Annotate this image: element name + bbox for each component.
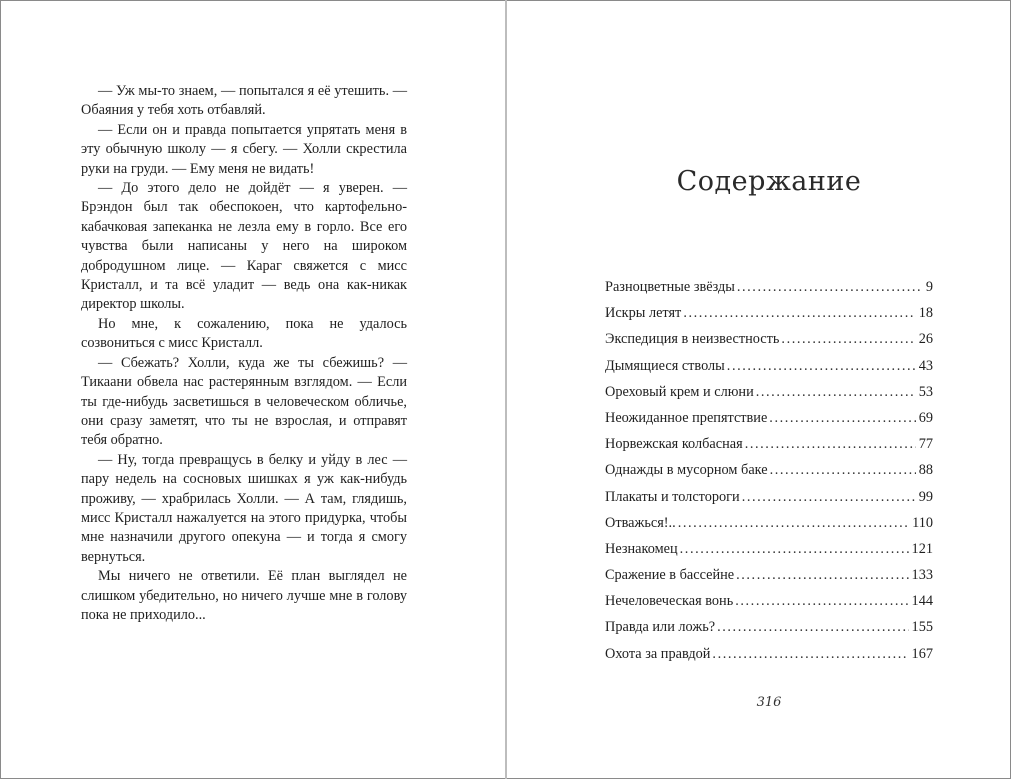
toc-leader-dots <box>770 462 916 479</box>
paragraph: — Если он и правда попытается упрятать меня в эту обычную школу — я сбегу. — Холли скрестила руки на груди. — Ему меня не видать! <box>81 121 407 177</box>
toc-leader-dots <box>737 279 923 296</box>
toc-leader-dots <box>756 384 916 401</box>
toc-entry-title: Искры летят <box>605 305 682 322</box>
toc-entry[interactable] <box>605 331 933 357</box>
toc-leader-dots <box>727 358 916 375</box>
toc-leader-dots <box>735 593 908 610</box>
toc-leader-dots <box>712 646 908 663</box>
toc-entry-title: Ореховый крем и слюни <box>605 383 754 400</box>
toc-entry-page: 99 <box>918 488 933 505</box>
toc-entry-title: Правда или ложь? <box>605 619 716 636</box>
toc-entry[interactable] <box>605 646 933 672</box>
toc-entry[interactable] <box>605 279 933 305</box>
book-spine <box>505 0 507 779</box>
toc-entry-page: 53 <box>918 383 933 400</box>
toc-entry-page: 167 <box>911 645 933 662</box>
toc-entry-title: Отважься!.. <box>605 514 676 531</box>
toc-entry-title: Незнакомец <box>605 540 678 557</box>
toc-leader-dots <box>745 436 916 453</box>
toc-entry[interactable] <box>605 436 933 462</box>
toc-entry[interactable] <box>605 567 933 593</box>
toc-entry-title: Плакаты и толстороги <box>605 488 740 505</box>
toc-leader-dots <box>781 331 915 348</box>
toc-entry-page: 88 <box>918 462 933 479</box>
left-page <box>81 82 407 625</box>
toc-entry[interactable] <box>605 541 933 567</box>
toc-leader-dots <box>769 410 915 427</box>
toc-entry[interactable] <box>605 462 933 488</box>
toc-entry-title: Разноцветные звёзды <box>605 279 735 295</box>
right-page <box>605 0 933 779</box>
toc-entry-title: Сражение в бассейне <box>605 567 735 584</box>
toc-entry-page: 144 <box>911 593 933 610</box>
toc-entry-page: 155 <box>911 619 933 636</box>
toc-entry-title: Неожиданное препятствие <box>605 409 768 426</box>
toc-entry[interactable] <box>605 619 933 645</box>
toc-entry[interactable] <box>605 384 933 410</box>
toc-entry-title: Охота за правдой <box>605 645 711 662</box>
toc-leader-dots <box>717 619 908 636</box>
toc-entry-page: 26 <box>918 331 933 348</box>
toc-entry-title: Дымящиеся стволы <box>605 357 725 374</box>
paragraph: — До этого дело не дойдёт — я уверен. — Брэндон был так обеспокоен, что картофельно-кабачковая запеканка не лезла ему в горло. Все его чувства были написаны у него на широком добродушном лице. — Караг свяжется с мисс Кристалл, и та всё уладит — ведь она как-никак директор школы. <box>81 180 407 313</box>
toc-entry-title: Норвежская колбасная <box>605 436 743 453</box>
toc-entry-page: 110 <box>912 514 933 531</box>
toc-leader-dots <box>678 515 909 532</box>
toc-entry-page: 133 <box>911 567 933 584</box>
toc-heading: Содержание <box>676 166 862 197</box>
toc-leader-dots <box>680 541 909 558</box>
table-of-contents <box>605 279 933 672</box>
paragraph: Но мне, к сожалению, пока не удалось созвониться с мисс Кристалл. <box>81 315 407 352</box>
toc-entry[interactable] <box>605 515 933 541</box>
toc-entry[interactable] <box>605 593 933 619</box>
paragraph: — Ну, тогда превращусь в белку и уйду в лес — пару недель на сосновых шишках я уж как-нибудь проживу, — храбрилась Холли. — А там, глядишь, мисс Кристалл нажалуется на этого придурка, чтобы мне назначили другого опекуна — и тогда я смогу вернуться. <box>81 451 407 565</box>
toc-entry-title: Однажды в мусорном баке <box>605 462 768 479</box>
toc-entry-page: 69 <box>918 409 933 426</box>
toc-entry-title: Экспедиция в неизвестность <box>605 331 780 348</box>
page-number: 316 <box>756 695 782 710</box>
toc-entry[interactable] <box>605 410 933 436</box>
paragraph: — Уж мы-то знаем, — попытался я её утешить. — Обаяния у тебя хоть отбавляй. <box>81 83 407 119</box>
toc-entry-page: 9 <box>925 279 933 295</box>
toc-entry[interactable] <box>605 305 933 331</box>
toc-entry-page: 18 <box>918 305 933 322</box>
toc-leader-dots <box>742 489 916 506</box>
toc-entry-page: 77 <box>918 436 933 453</box>
toc-leader-dots <box>683 305 915 322</box>
toc-entry[interactable] <box>605 489 933 515</box>
toc-leader-dots <box>736 567 908 584</box>
toc-entry-page: 121 <box>911 540 933 557</box>
toc-entry-title: Нечеловеческая вонь <box>605 593 734 610</box>
paragraph: Мы ничего не ответили. Её план выглядел не слишком убедительно, но ничего лучше мне в голову пока не приходило... <box>81 568 407 623</box>
paragraph: — Сбежать? Холли, куда же ты сбежишь? — Тикаани обвела нас растерянным взглядом. — Если ты где-нибудь засветишься в человеческом обличье, они сразу заметят, что ты не взрослая, и отправят тебя обратно. <box>81 354 407 449</box>
toc-entry[interactable] <box>605 358 933 384</box>
toc-entry-page: 43 <box>918 357 933 374</box>
